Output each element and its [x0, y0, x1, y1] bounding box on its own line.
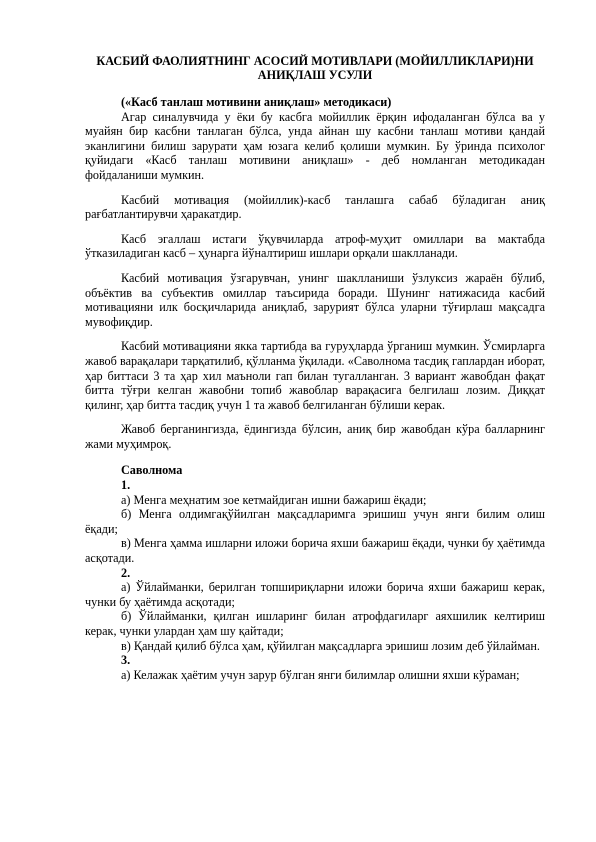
- question-block: [85, 566, 545, 654]
- question-number: 2.: [121, 565, 131, 580]
- question-number: 1.: [121, 478, 131, 493]
- paragraph: Касбий мотивация (мойиллик)-касб танлашга сабаб бўладиган аниқ рағбатлантирувчи ҳаракатдир.: [85, 192, 545, 222]
- question-number: 3.: [121, 653, 131, 668]
- paragraph: Агар синалувчида у ёки бу касбга мойиллик ёрқин ифодаланган бўлса ва у муайян бир касбни танлаган бўлса, унда айнан шу касбни танлаш мотиви қандай эканлигини билиш зарурати ҳам юзага келиб қолиши мумкин. Бу ўринда психолог қуйидаги «Касб танлаш мотивини аниқлаш» - деб номланган методикадан фойдаланиши мумкин.: [85, 109, 545, 182]
- paragraph: Касбий мотивацияни якка тартибда ва гуруҳларда ўрганиш мумкин. Ўсмирларга жавоб варақалари тарқатилиб, қўлланма ўқилади. «Саволнома тасдиқ гаплардан иборат, ҳар биттаси 3 та ҳар хил маъноли гап билан тугалланган. 3 вариант жавобдан фақат битта тўғри келган жавобни топиб жавоблар варақасига белгилаш лозим. Диққат қилинг, ҳар битта тасдиқ учун 1 та жавоб белгиланган бўлиши керак.: [85, 339, 545, 412]
- paragraph: Касб эгаллаш истаги ўқувчиларда атроф-муҳит омиллари ва мактабда ўтказиладиган касб – ҳунарга йўналтириш ишлари орқали шаклланади.: [85, 231, 545, 261]
- document-subtitle: («Касб танлаш мотивини аниқлаш» методикаси): [121, 95, 392, 109]
- question-block: [85, 478, 545, 566]
- paragraph: Жавоб берганингизда, ёдингизда бўлсин, аниқ бир жавобдан кўра балларнинг жами муҳимроқ.: [85, 422, 545, 451]
- questionnaire-title: Саволнома: [121, 463, 183, 478]
- document-title: КАСБИЙ ФАОЛИЯТНИНГ АСОСИЙ МОТИВЛАРИ (МОЙИЛЛИКЛАРИ)НИ АНИҚЛАШ УСУЛИ: [96, 54, 534, 82]
- question-option: в) Менга ҳамма ишларни иложи борича яхши бажариш ёқади, чунки бу ҳаётимда асқотади.: [85, 536, 545, 566]
- paragraph: Касбий мотивация ўзгарувчан, унинг шаклланиши ўзлуксиз жараён бўлиб, объёктив ва субъектив омиллар таъсирида боради. Шунинг натижасида касбий мотивацияни илк босқичларида аниқлаб, зарурият бўлса уларни тўғирлаш мақсадга мувофиқдир.: [85, 270, 545, 329]
- document-page: [85, 54, 545, 682]
- question-option: б) Ўйлайманки, қилган ишларинг билан атрофдагиларг аяхшилик келтириш керак, чунки улардан ҳам шу қайтади;: [85, 609, 545, 638]
- question-option: а) Менга меҳнатим зое кетмайдиган ишни бажариш ёқади;: [121, 492, 427, 507]
- question-option: а) Ўйлайманки, берилган топшириқларни иложи борича яхши бажариш керак, чунки бу ҳаётимда асқотади;: [85, 580, 545, 609]
- question-option: в) Қандай қилиб бўлса ҳам, қўйилган мақсадларга эришиш лозим деб ўйлайман.: [121, 638, 540, 653]
- question-option: а) Келажак ҳаётим учун зарур бўлган янги билимлар олишни яхши кўраман;: [121, 667, 520, 682]
- question-block: [85, 653, 545, 682]
- question-option: б) Менга олдимгақўйилган мақсадларимга эришиш учун янги билим олиш ёқади;: [85, 507, 545, 536]
